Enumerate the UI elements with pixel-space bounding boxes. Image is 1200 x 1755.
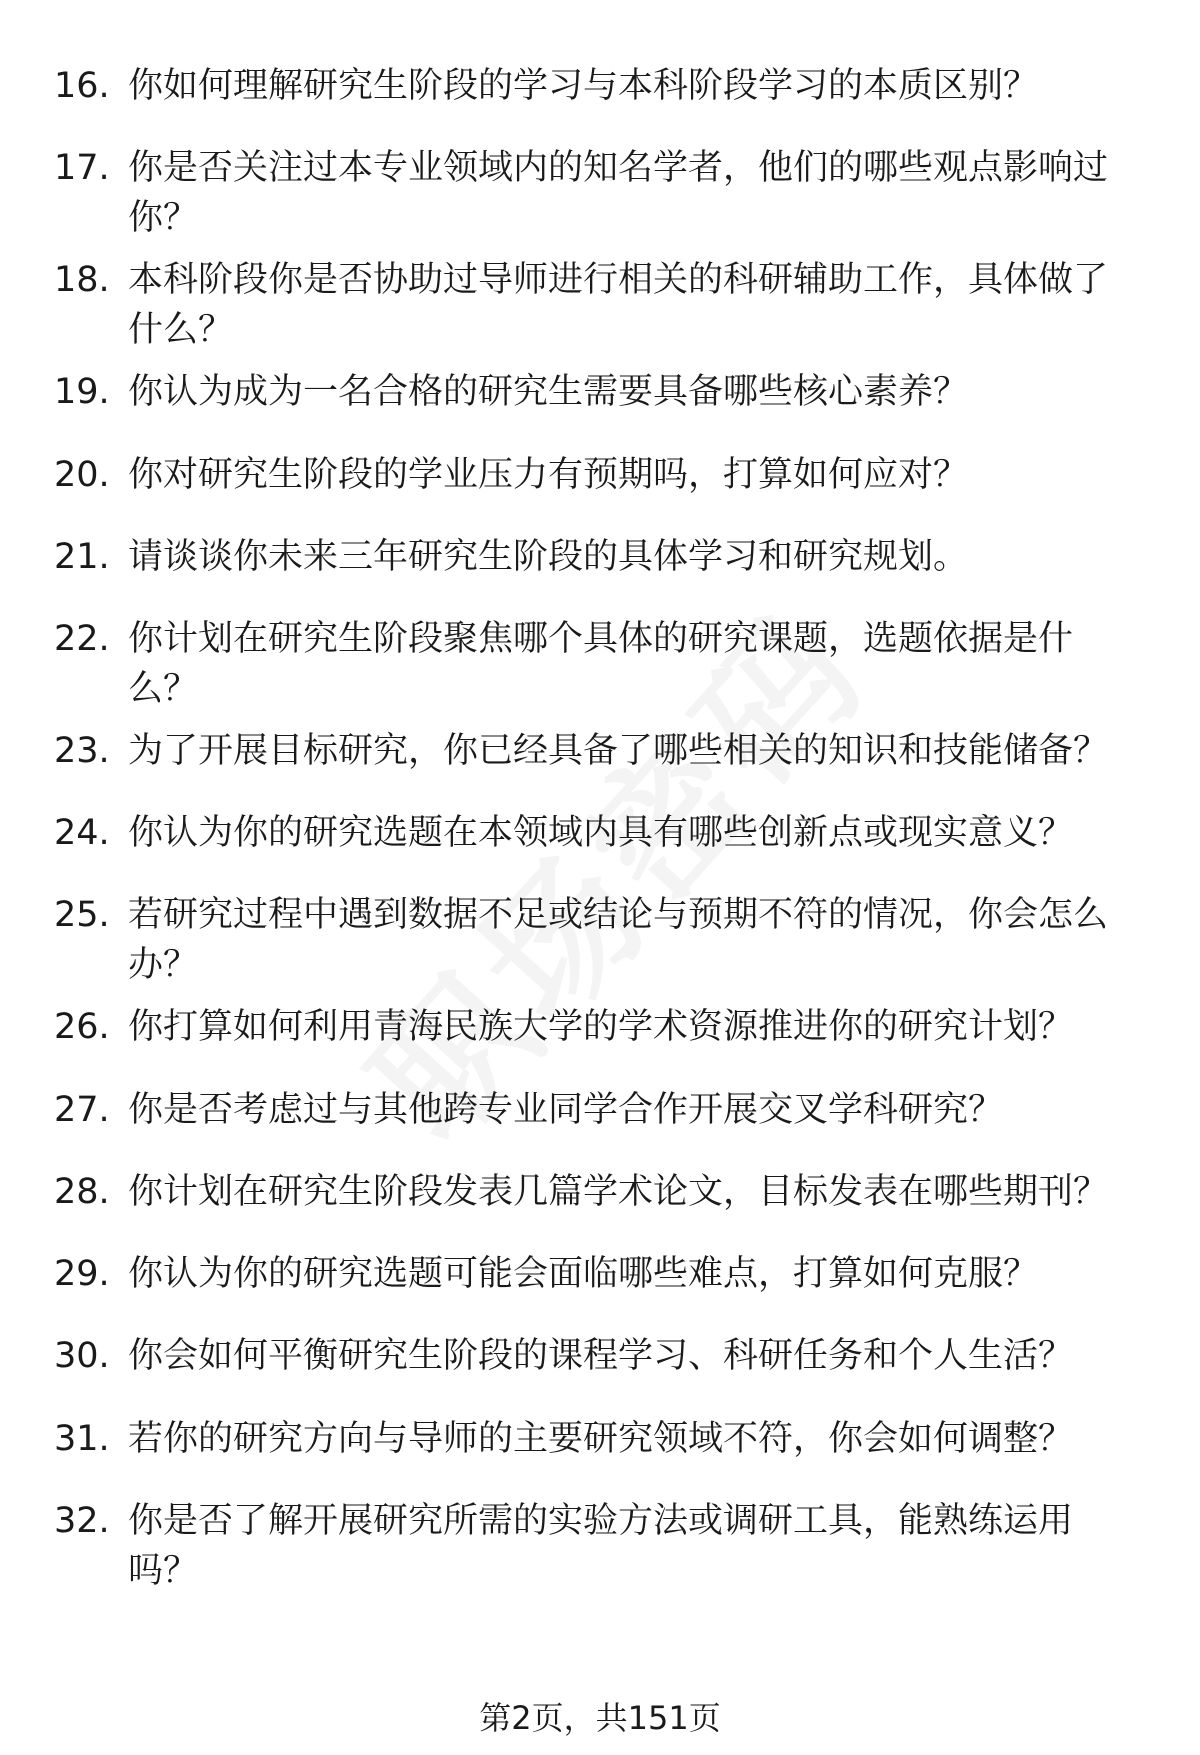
question-number: 20. xyxy=(54,455,110,495)
question-text: 你计划在研究生阶段聚焦哪个具体的研究课题，选题依据是什么？ xyxy=(128,619,1074,709)
question-number: 17. xyxy=(54,148,110,188)
question-text: 本科阶段你是否协助过导师进行相关的科研辅助工作，具体做了什么？ xyxy=(128,260,1109,350)
question-number: 16. xyxy=(54,66,110,106)
page-footer: 第2页，共151页 xyxy=(479,1699,721,1737)
question-text: 你打算如何利用青海民族大学的学术资源推进你的研究计划？ xyxy=(128,1007,1074,1047)
question-text: 若研究过程中遇到数据不足或结论与预期不符的情况，你会怎么办？ xyxy=(128,895,1109,985)
question-number: 23. xyxy=(54,731,110,771)
question-text: 你如何理解研究生阶段的学习与本科阶段学习的本质区别？ xyxy=(128,66,1039,106)
question-text: 你是否考虑过与其他跨专业同学合作开展交叉学科研究？ xyxy=(128,1090,1004,1130)
question-text: 你认为你的研究选题在本领域内具有哪些创新点或现实意义？ xyxy=(128,813,1074,853)
question-text: 请谈谈你未来三年研究生阶段的具体学习和研究规划。 xyxy=(128,537,969,577)
question-number: 31. xyxy=(54,1419,110,1459)
question-number: 24. xyxy=(54,813,110,853)
question-number: 22. xyxy=(54,619,110,659)
question-number: 32. xyxy=(54,1501,110,1541)
question-number: 19. xyxy=(54,372,110,412)
question-number: 28. xyxy=(54,1172,110,1212)
question-text: 你是否关注过本专业领域内的知名学者，他们的哪些观点影响过你？ xyxy=(128,148,1109,238)
question-number: 21. xyxy=(54,537,110,577)
question-number: 29. xyxy=(54,1254,110,1294)
watermark xyxy=(229,461,992,1274)
question-text: 你会如何平衡研究生阶段的课程学习、科研任务和个人生活？ xyxy=(128,1336,1074,1376)
question-text: 你计划在研究生阶段发表几篇学术论文，目标发表在哪些期刊？ xyxy=(128,1172,1109,1212)
question-text: 若你的研究方向与导师的主要研究领域不符，你会如何调整？ xyxy=(128,1419,1074,1459)
question-number: 26. xyxy=(54,1007,110,1047)
question-text: 你认为成为一名合格的研究生需要具备哪些核心素养？ xyxy=(128,372,969,412)
question-text: 你是否了解开展研究所需的实验方法或调研工具，能熟练运用吗？ xyxy=(128,1501,1074,1591)
question-number: 30. xyxy=(54,1336,110,1376)
question-number: 27. xyxy=(54,1090,110,1130)
question-number: 18. xyxy=(54,260,110,300)
question-number: 25. xyxy=(54,895,110,935)
question-text: 为了开展目标研究，你已经具备了哪些相关的知识和技能储备？ xyxy=(128,731,1109,771)
question-text: 你认为你的研究选题可能会面临哪些难点，打算如何克服？ xyxy=(128,1254,1039,1294)
question-text: 你对研究生阶段的学业压力有预期吗，打算如何应对？ xyxy=(128,455,969,495)
